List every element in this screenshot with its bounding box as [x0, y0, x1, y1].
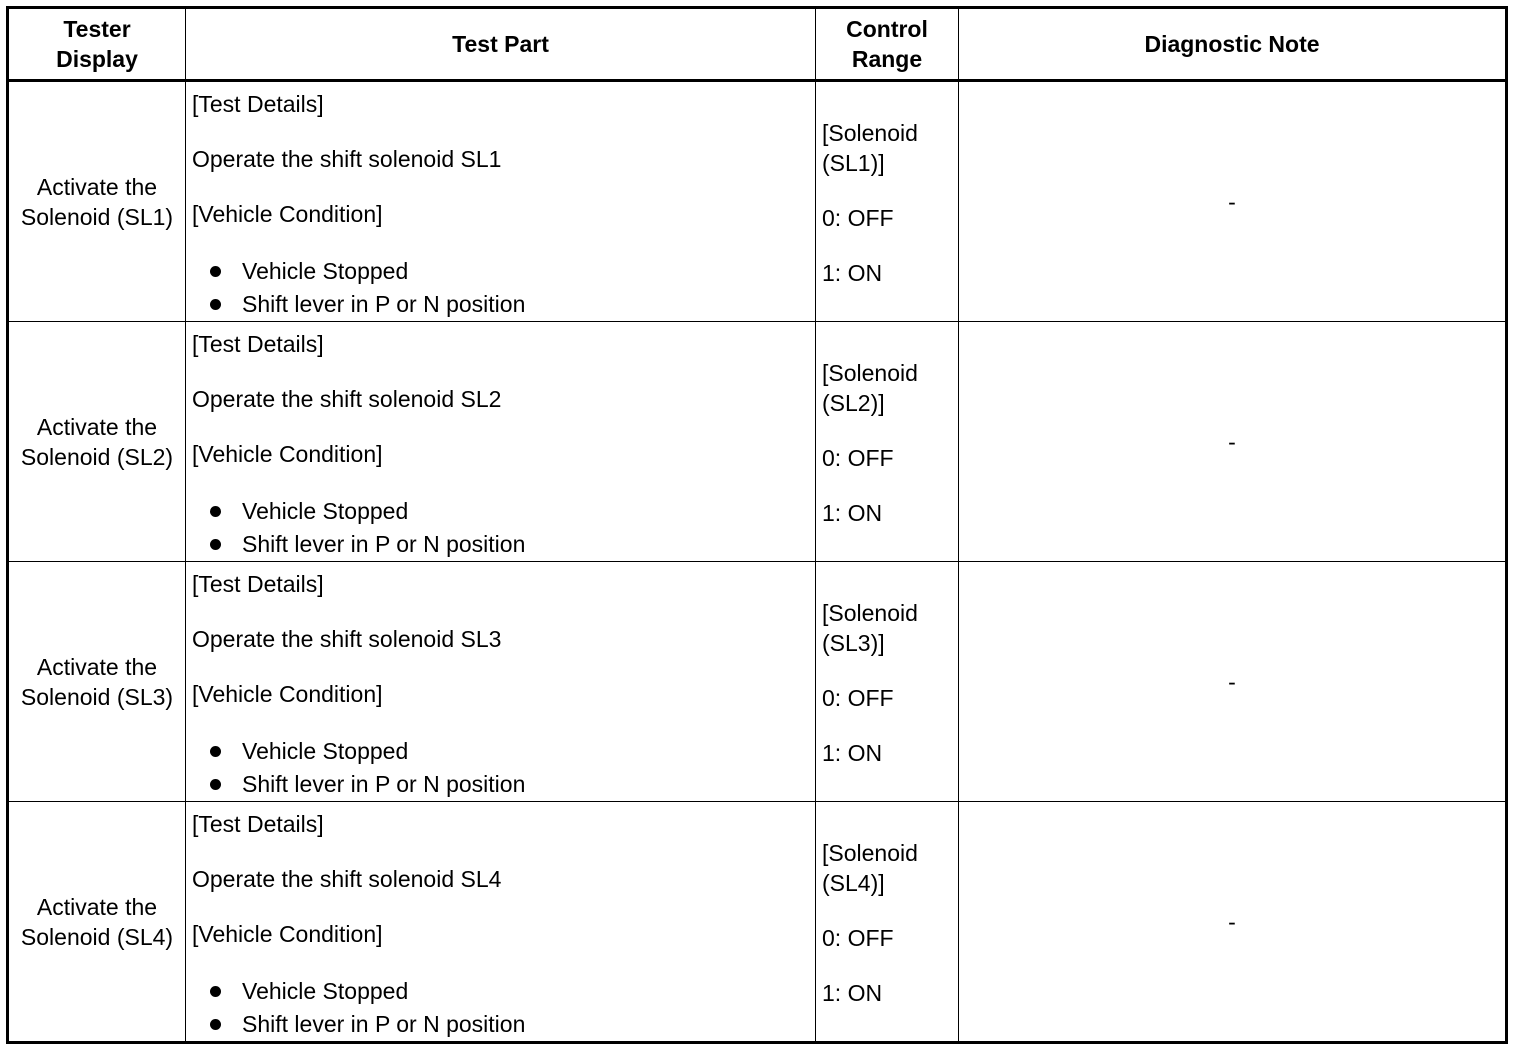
- vehicle-condition-label: [Vehicle Condition]: [192, 441, 383, 467]
- vehicle-condition-label: [Vehicle Condition]: [192, 681, 383, 707]
- condition-item: [192, 975, 815, 1008]
- range-on-value: 1: ON: [822, 260, 883, 286]
- range-on-value: 1: ON: [822, 740, 883, 766]
- tester-display-line2: Solenoid (SL1): [20, 203, 174, 230]
- condition-text: Vehicle Stopped: [242, 258, 409, 284]
- condition-text: Shift lever in P or N position: [242, 771, 526, 797]
- tester-display-line2: Solenoid (SL3): [20, 683, 174, 710]
- vehicle-condition-list: [192, 975, 815, 1041]
- solenoid-test-table: [6, 6, 1508, 1044]
- test-details-text: Operate the shift solenoid SL1: [192, 146, 502, 172]
- vehicle-condition-label: [Vehicle Condition]: [192, 201, 383, 227]
- condition-text: Vehicle Stopped: [242, 498, 409, 524]
- bullet-icon: [210, 299, 221, 310]
- control-range-cell: [816, 802, 959, 1043]
- test-details-label: [Test Details]: [192, 91, 324, 117]
- condition-text: Shift lever in P or N position: [242, 1011, 526, 1037]
- tester-display-cell: [8, 562, 186, 802]
- control-range-cell: [816, 562, 959, 802]
- test-part-cell: [186, 562, 816, 802]
- condition-text: Shift lever in P or N position: [242, 531, 526, 557]
- range-label-line2: (SL2)]: [822, 390, 885, 416]
- bullet-icon: [210, 539, 221, 550]
- header-tester-display-line2: Display: [56, 46, 138, 72]
- test-details-label: [Test Details]: [192, 571, 324, 597]
- bullet-icon: [210, 266, 221, 277]
- tester-display-line2: Solenoid (SL2): [20, 443, 174, 470]
- test-details-label: [Test Details]: [192, 811, 324, 837]
- control-range-cell: [816, 322, 959, 562]
- condition-item: [192, 528, 815, 561]
- range-label-line1: [Solenoid: [822, 840, 918, 866]
- table-row: [8, 562, 1507, 802]
- condition-text: Vehicle Stopped: [242, 738, 409, 764]
- vehicle-condition-list: [192, 495, 815, 561]
- bullet-icon: [210, 746, 221, 757]
- vehicle-condition-list: [192, 255, 815, 321]
- tester-display-line1: Activate the: [36, 653, 158, 680]
- condition-item: [192, 1008, 815, 1041]
- range-label-line1: [Solenoid: [822, 600, 918, 626]
- diagnostic-note-cell: -: [959, 562, 1507, 802]
- range-label-line1: [Solenoid: [822, 120, 918, 146]
- tester-display-cell: [8, 802, 186, 1043]
- header-control-range: [816, 8, 959, 81]
- diagnostic-note-cell: -: [959, 322, 1507, 562]
- header-row: [8, 8, 1507, 81]
- header-control-range-line2: Range: [851, 46, 923, 72]
- bullet-icon: [210, 779, 221, 790]
- tester-display-line1: Activate the: [36, 893, 158, 920]
- test-details-label: [Test Details]: [192, 331, 324, 357]
- table-row: [8, 81, 1507, 322]
- table-body: [8, 81, 1507, 1043]
- vehicle-condition-label: [Vehicle Condition]: [192, 921, 383, 947]
- test-details-text: Operate the shift solenoid SL3: [192, 626, 502, 652]
- test-part-cell: [186, 802, 816, 1043]
- condition-item: [192, 768, 815, 801]
- range-label-line2: (SL4)]: [822, 870, 885, 896]
- test-part-cell: [186, 81, 816, 322]
- header-tester-display-line1: Tester: [63, 16, 131, 42]
- condition-text: Vehicle Stopped: [242, 978, 409, 1004]
- header-control-range-line1: Control: [846, 16, 928, 42]
- tester-display-cell: [8, 322, 186, 562]
- diagnostic-note-cell: -: [959, 81, 1507, 322]
- tester-display-line1: Activate the: [36, 413, 158, 440]
- range-on-value: 1: ON: [822, 500, 883, 526]
- range-label-line1: [Solenoid: [822, 360, 918, 386]
- range-off-value: 0: OFF: [822, 445, 894, 471]
- table-row: [8, 322, 1507, 562]
- table-header: [8, 8, 1507, 81]
- diagnostic-note-cell: -: [959, 802, 1507, 1043]
- range-on-value: 1: ON: [822, 980, 883, 1006]
- bullet-icon: [210, 986, 221, 997]
- condition-text: Shift lever in P or N position: [242, 291, 526, 317]
- condition-item: [192, 495, 815, 528]
- vehicle-condition-list: [192, 735, 815, 801]
- range-off-value: 0: OFF: [822, 685, 894, 711]
- header-test-part: Test Part: [186, 8, 816, 81]
- tester-display-cell: [8, 81, 186, 322]
- header-diagnostic-note: Diagnostic Note: [959, 8, 1507, 81]
- test-details-text: Operate the shift solenoid SL2: [192, 386, 502, 412]
- header-tester-display: [8, 8, 186, 81]
- bullet-icon: [210, 1019, 221, 1030]
- control-range-cell: [816, 81, 959, 322]
- range-label-line2: (SL1)]: [822, 150, 885, 176]
- range-label-line2: (SL3)]: [822, 630, 885, 656]
- tester-display-line1: Activate the: [36, 173, 158, 200]
- bullet-icon: [210, 506, 221, 517]
- test-details-text: Operate the shift solenoid SL4: [192, 866, 502, 892]
- range-off-value: 0: OFF: [822, 925, 894, 951]
- tester-display-line2: Solenoid (SL4): [20, 923, 174, 950]
- range-off-value: 0: OFF: [822, 205, 894, 231]
- condition-item: [192, 288, 815, 321]
- condition-item: [192, 735, 815, 768]
- table-row: [8, 802, 1507, 1043]
- condition-item: [192, 255, 815, 288]
- test-part-cell: [186, 322, 816, 562]
